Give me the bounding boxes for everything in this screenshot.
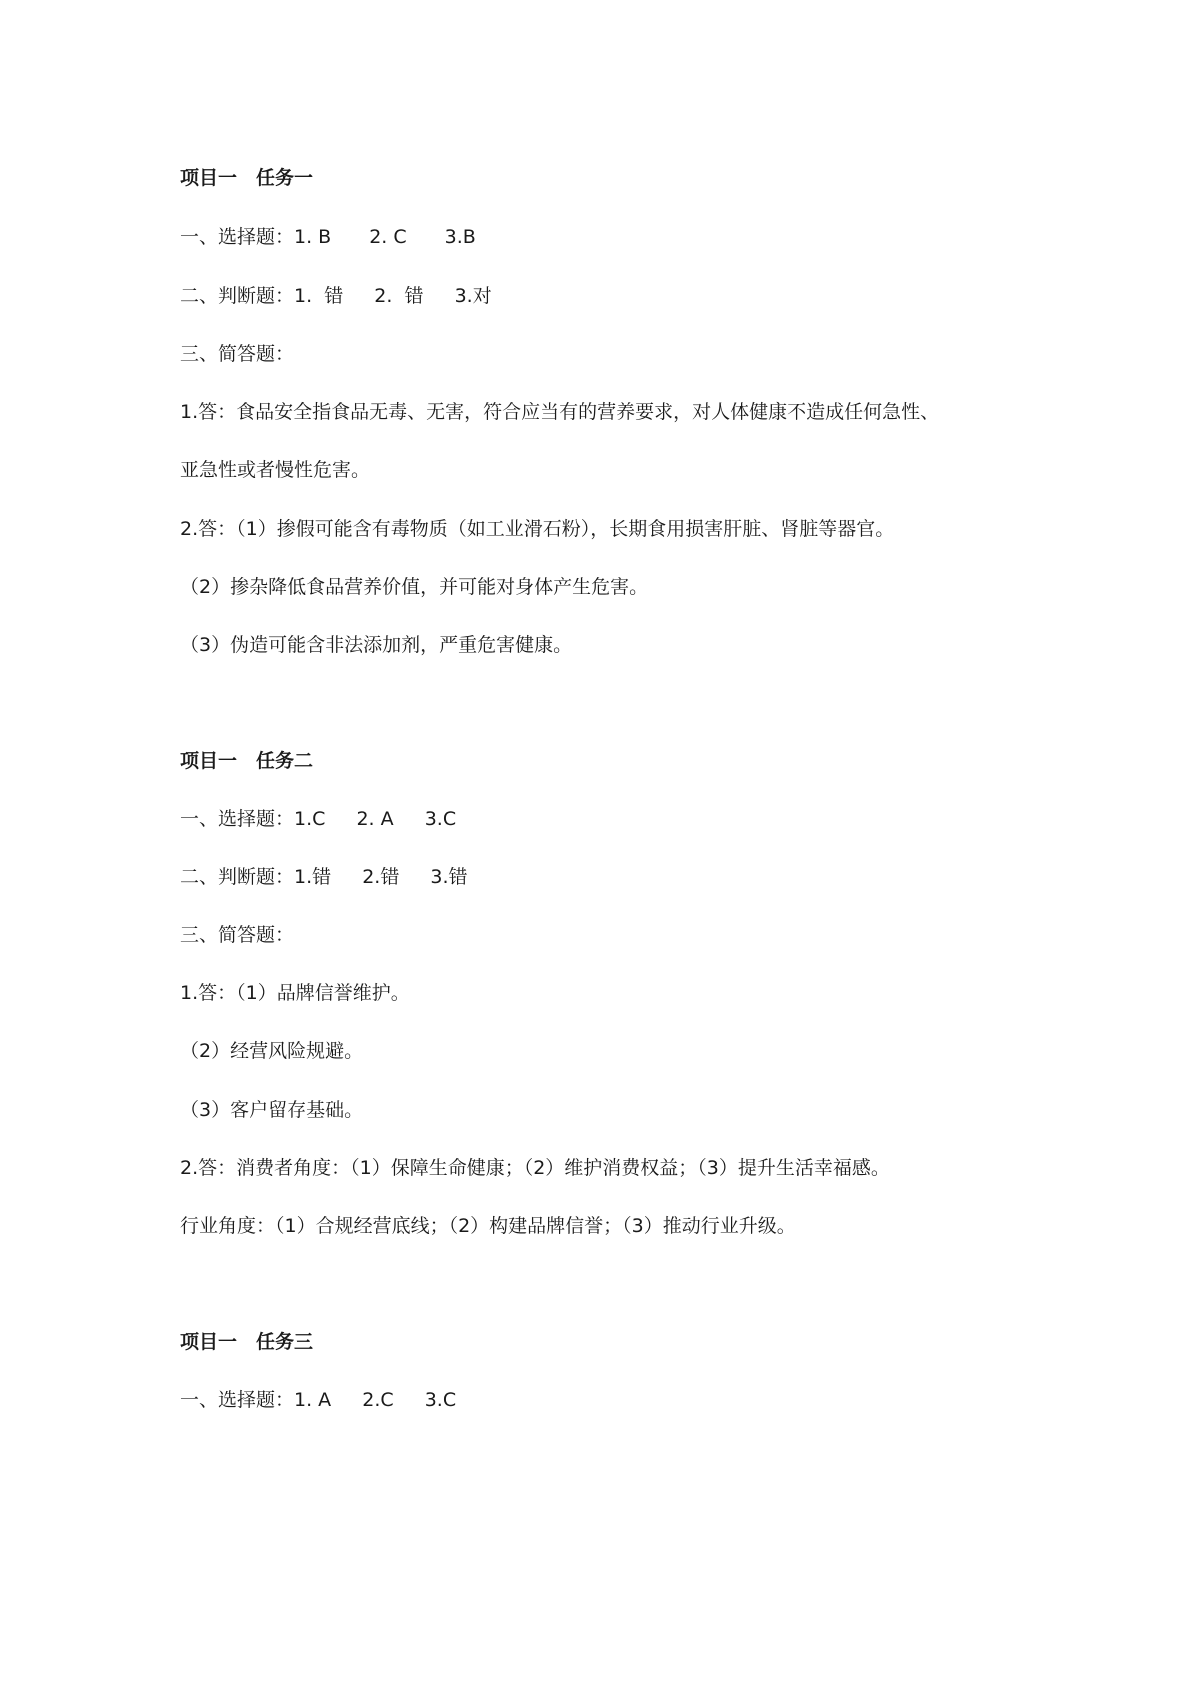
judgment-answers: 二、判断题：1.错 2.错 3.错 [180,866,468,888]
answer-line: （2）掺杂降低食品营养价值，并可能对身体产生危害。 [180,576,649,598]
section-heading: 项目一 任务一 [180,167,314,189]
section-heading: 项目一 任务三 [180,1331,314,1353]
answer-line: 亚急性或者慢性危害。 [180,459,371,481]
choice-answers: 一、选择题：1. A 2.C 3.C [180,1389,457,1411]
answer-line: 行业角度：（1）合规经营底线；（2）构建品牌信誉；（3）推动行业升级。 [180,1215,796,1237]
section-heading: 项目一 任务二 [180,750,314,772]
answer-line: 1.答：食品安全指食品无毒、无害，符合应当有的营养要求，对人体健康不造成任何急性、 [180,401,940,423]
answer-line: 2.答：（1）掺假可能含有毒物质（如工业滑石粉），长期食用损害肝脏、肾脏等器官。 [180,518,895,540]
short-answer-heading: 三、简答题： [180,343,295,365]
answer-line: 2.答：消费者角度：（1）保障生命健康；（2）维护消费权益；（3）提升生活幸福感。 [180,1157,890,1179]
choice-answers: 一、选择题：1. B 2. C 3.B [180,226,476,248]
answer-line: （3）伪造可能含非法添加剂，严重危害健康。 [180,634,573,656]
judgment-answers: 二、判断题：1. 错 2. 错 3.对 [180,285,492,307]
answer-line: （2）经营风险规避。 [180,1040,364,1062]
choice-answers: 一、选择题：1.C 2. A 3.C [180,808,457,830]
answer-line: （3）客户留存基础。 [180,1099,364,1121]
short-answer-heading: 三、简答题： [180,924,295,946]
answer-line: 1.答：（1）品牌信誉维护。 [180,982,410,1004]
